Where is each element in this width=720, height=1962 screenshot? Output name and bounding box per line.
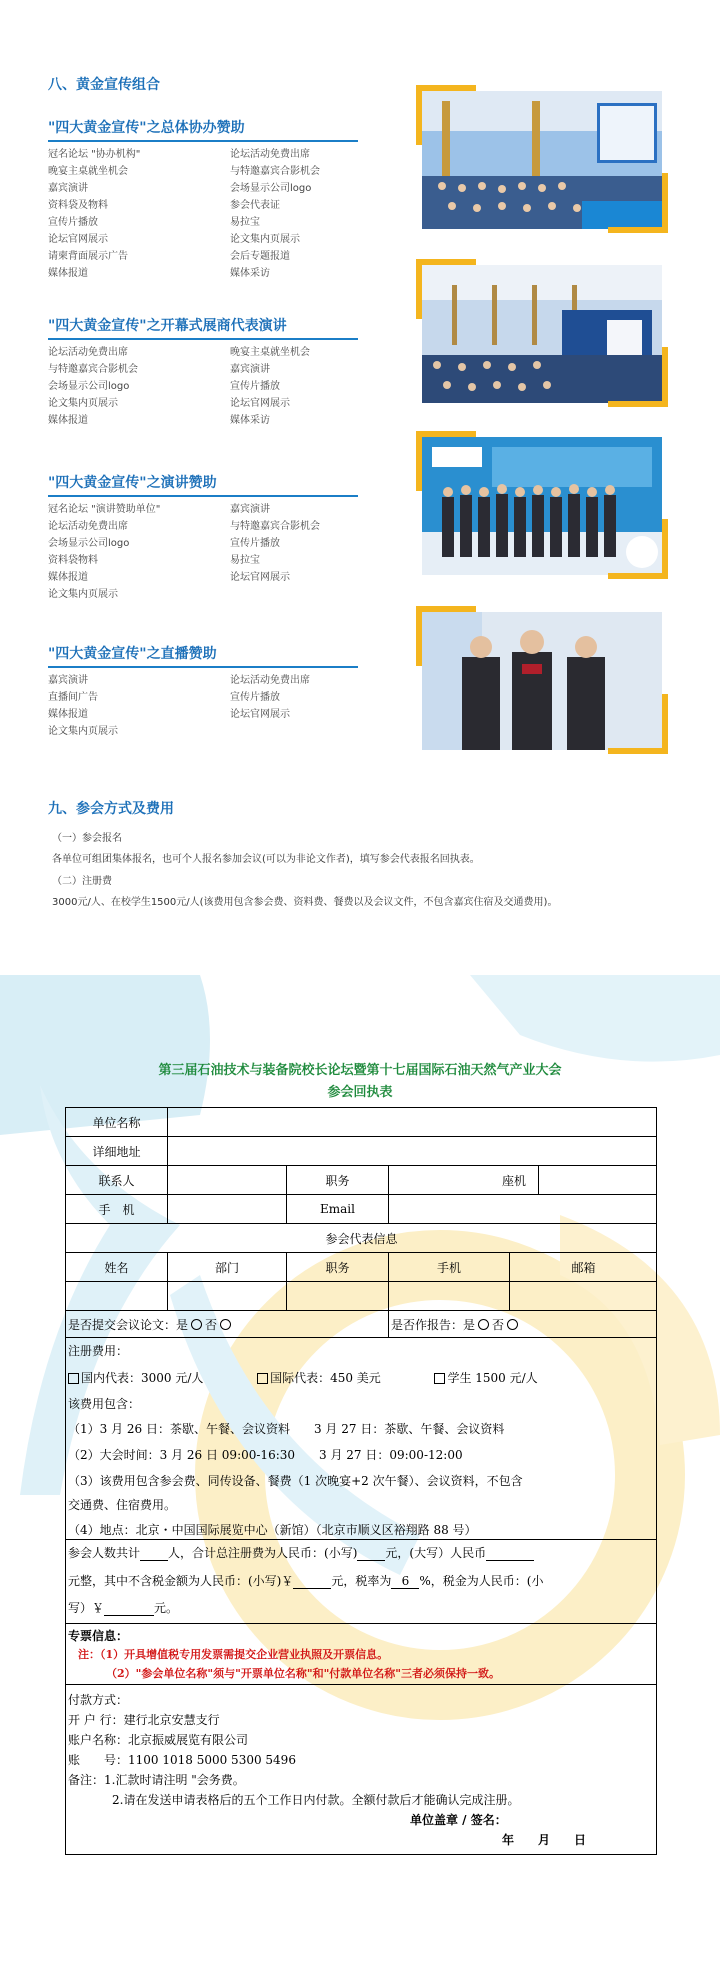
photo-opening-speech — [416, 259, 668, 407]
report-no-label: 否 — [492, 1317, 505, 1332]
tax-amount-label: %，税金为人民币：(小 — [419, 1574, 544, 1588]
package-item: 媒体报道 — [48, 415, 88, 426]
fee-include-2: （2）大会时间：3 月 26 日 09:00-16:30 3 月 27 日：09:00-12:00 — [68, 1448, 463, 1462]
fee-include-1: （1）3 月 26 日：茶歇、午餐、会议资料 3 月 27 日：茶歇、午餐、会议资料 — [68, 1422, 505, 1436]
rep-mobile-field[interactable] — [388, 1282, 509, 1310]
package-item: 与特邀嘉宾合影机会 — [48, 364, 138, 375]
package-item: 媒体采访 — [230, 415, 270, 426]
position-label: 职务 — [286, 1166, 388, 1194]
package-item: 与特邀嘉宾合影机会 — [230, 166, 320, 177]
col-email: 邮箱 — [509, 1253, 657, 1281]
package-item: 论坛活动免费出席 — [230, 675, 310, 686]
pretax-field[interactable] — [293, 1588, 331, 1589]
date-field[interactable]: 年 月 日 — [502, 1833, 587, 1847]
contact-label: 联系人 — [98, 1173, 135, 1188]
fee-block — [66, 1338, 656, 1540]
paper-question — [66, 1311, 388, 1337]
photo-conference-hall — [416, 85, 668, 233]
section-8-title: 八、黄金宣传组合 — [48, 77, 160, 93]
tax-rate-label: 元，税率为 — [331, 1574, 392, 1588]
photo-group-exhibition — [416, 431, 668, 579]
total-fee-label: 人，合计总注册费为人民币：(小写) — [168, 1546, 358, 1560]
payment-label: 付款方式： — [68, 1693, 129, 1707]
total-count-field[interactable] — [140, 1560, 168, 1561]
package-item — [230, 723, 358, 740]
package-item: 论坛官网展示 — [230, 398, 290, 409]
package-items — [48, 344, 358, 429]
col-mobile: 手机 — [388, 1253, 509, 1281]
report-no-radio[interactable] — [507, 1319, 518, 1330]
package-item: 论文集内页展示 — [48, 589, 118, 600]
package-item: 晚宴主桌就坐机会 — [230, 347, 310, 358]
package-item: 论坛活动免费出席 — [230, 149, 310, 160]
package-item: 资料袋物料 — [48, 555, 98, 566]
package-title: "四大黄金宣传"之总体协办赞助 — [48, 117, 358, 142]
registration-table — [65, 1107, 657, 1855]
package-items — [48, 146, 358, 282]
student-checkbox[interactable] — [434, 1373, 445, 1384]
package-item: 直播间广告 — [48, 692, 98, 703]
package-item: 资料袋及物料 — [48, 200, 108, 211]
fee-subtitle: （二）注册费 — [52, 876, 112, 887]
package-item: 会场显示公司logo — [48, 538, 130, 549]
bank-name: 开 户 行：建行北京安慧支行 — [68, 1713, 220, 1727]
package-item: 媒体报道 — [48, 709, 88, 720]
account-number: 账 号：1100 1018 5000 5300 5496 — [68, 1753, 296, 1767]
report-question — [388, 1311, 657, 1337]
form-subtitle: 参会回执表 — [327, 1085, 393, 1100]
package-item: 与特邀嘉宾合影机会 — [230, 521, 320, 532]
form-title: 第三届石油技术与装备院校长论坛暨第十七届国际石油天然气产业大会 — [158, 1063, 562, 1078]
paper-no-radio[interactable] — [220, 1319, 231, 1330]
package-item: 冠名论坛 "演讲赞助单位" — [48, 504, 161, 515]
payment-block — [66, 1685, 656, 1855]
package-item: 嘉宾演讲 — [48, 183, 88, 194]
domestic-checkbox[interactable] — [68, 1373, 79, 1384]
invoice-note-1: 注：（1）开具增值税专用发票需提交企业营业执照及开票信息。 — [78, 1648, 389, 1661]
package-item: 论坛官网展示 — [230, 709, 290, 720]
email-field[interactable] — [388, 1195, 657, 1223]
package-item — [230, 586, 358, 603]
total-fee-upper-field[interactable] — [486, 1560, 534, 1561]
package-item: 宣传片播放 — [230, 538, 280, 549]
package-item: 会后专题报道 — [230, 251, 290, 262]
col-position: 职务 — [286, 1253, 388, 1281]
package-item: 宣传片播放 — [230, 692, 280, 703]
fee-options — [68, 1369, 538, 1386]
remark-2: 2.请在发送申请表格后的五个工作日内付款。全额付款后才能确认完成注册。 — [112, 1793, 520, 1807]
package-items — [48, 501, 358, 603]
contact-field[interactable] — [167, 1166, 286, 1194]
rep-dept-field[interactable] — [167, 1282, 286, 1310]
package-general-sponsor — [48, 117, 358, 282]
package-item: 嘉宾演讲 — [48, 675, 88, 686]
package-item: 嘉宾演讲 — [230, 364, 270, 375]
package-item: 媒体采访 — [230, 268, 270, 279]
package-items — [48, 672, 358, 740]
paper-yes-radio[interactable] — [191, 1319, 202, 1330]
package-item: 论文集内页展示 — [230, 234, 300, 245]
address-label: 详细地址 — [92, 1144, 141, 1159]
intl-checkbox[interactable] — [257, 1373, 268, 1384]
paper-no-label: 否 — [205, 1317, 218, 1332]
package-item: 参会代表证 — [230, 200, 280, 211]
fee-domestic: 国内代表：3000 元/人 — [81, 1371, 204, 1385]
tax-amount-field[interactable] — [104, 1615, 154, 1616]
tax-amount-suffix: 元。 — [154, 1601, 179, 1615]
reps-info-header: 参会代表信息 — [325, 1231, 398, 1246]
report-question-label: 是否作报告：是 — [391, 1317, 476, 1332]
rep-name-field[interactable] — [66, 1282, 167, 1310]
account-name: 账户名称：北京振威展览有限公司 — [68, 1733, 249, 1747]
col-dept: 部门 — [167, 1253, 286, 1281]
registration-form-area — [0, 975, 720, 1962]
fee-include-3a: （3）该费用包含参会费、同传设备、餐费（1 次晚宴+2 次午餐）、会议资料，不包含 — [68, 1474, 523, 1488]
fee-include-4: （4）地点：北京・中国国际展览中心（新馆）（北京市顺义区裕翔路 88 号） — [68, 1523, 477, 1537]
package-item: 易拉宝 — [230, 217, 260, 228]
package-item: 冠名论坛 "协办机构" — [48, 149, 141, 160]
registration-text: 各单位可组团集体报名，也可个人报名参加会议(可以为非论文作者)，填写参会代表报名回执表。 — [52, 854, 480, 865]
seal-signature[interactable]: 单位盖章 / 签名： — [410, 1813, 507, 1827]
remark-1: 备注：1.汇款时请注明 "会务费。 — [68, 1773, 245, 1787]
package-item: 论坛活动免费出席 — [48, 521, 128, 532]
total-count-label: 参会人数共计 — [68, 1546, 141, 1560]
package-item: 晚宴主桌就坐机会 — [48, 166, 128, 177]
unit-name-label: 单位名称 — [92, 1115, 141, 1130]
landline-label: 座机 — [501, 1173, 526, 1188]
registration-subtitle: （一）参会报名 — [52, 833, 122, 844]
col-name: 姓名 — [104, 1260, 129, 1275]
package-item: 嘉宾演讲 — [230, 504, 270, 515]
package-item: 宣传片播放 — [48, 217, 98, 228]
address-field[interactable] — [167, 1137, 657, 1165]
tax-rate-value[interactable]: 6 — [391, 1574, 419, 1589]
invoice-label: 专票信息： — [68, 1629, 129, 1643]
report-yes-radio[interactable] — [478, 1319, 489, 1330]
package-item: 宣传片播放 — [230, 381, 280, 392]
fee-student: 学生 1500 元/人 — [447, 1371, 538, 1385]
package-title: "四大黄金宣传"之开幕式展商代表演讲 — [48, 315, 358, 340]
package-item: 论文集内页展示 — [48, 398, 118, 409]
package-item: 论文集内页展示 — [48, 726, 118, 737]
package-item: 论坛活动免费出席 — [48, 347, 128, 358]
package-item: 会场显示公司logo — [48, 381, 130, 392]
total-block — [66, 1540, 656, 1624]
total-fee-upper-label: 元，(大写）人民币 — [385, 1546, 487, 1560]
fee-label: 注册费用： — [68, 1344, 129, 1358]
fee-intl: 国际代表：450 美元 — [270, 1371, 381, 1385]
rep-position-field[interactable] — [286, 1282, 388, 1310]
package-title: "四大黄金宣传"之直播赞助 — [48, 643, 358, 668]
total-fee-field[interactable] — [357, 1560, 385, 1561]
mobile-label: 手 机 — [98, 1202, 135, 1217]
tax-amount-prefix: 写）￥ — [68, 1601, 105, 1615]
package-item: 媒体报道 — [48, 268, 88, 279]
position-field[interactable] — [388, 1166, 490, 1194]
email-label: Email — [286, 1195, 388, 1223]
fee-include-3b: 交通费、住宿费用。 — [68, 1498, 177, 1512]
package-item: 论坛官网展示 — [230, 572, 290, 583]
landline-field[interactable] — [538, 1166, 657, 1194]
section-9-title: 九、参会方式及费用 — [48, 801, 174, 817]
pretax-label: 元整，其中不含税金额为人民币：(小写)￥ — [68, 1574, 294, 1588]
package-title: "四大黄金宣传"之演讲赞助 — [48, 472, 358, 497]
package-item: 论坛官网展示 — [48, 234, 108, 245]
package-item: 易拉宝 — [230, 555, 260, 566]
paper-question-label: 是否提交会议论文：是 — [68, 1317, 189, 1332]
package-opening-speech — [48, 315, 358, 429]
package-item: 媒体报道 — [48, 572, 88, 583]
fee-includes: 该费用包含： — [68, 1397, 141, 1411]
package-speech-sponsor — [48, 472, 358, 603]
fee-text: 3000元/人、在校学生1500元/人(该费用包含参会费、资料费、餐费以及会议文件，不包含嘉宾住宿及交通费用)。 — [52, 897, 558, 908]
photo-interview — [416, 606, 668, 754]
rep-email-field[interactable] — [509, 1282, 657, 1310]
invoice-note-2: （2）"参会单位名称"须与"开票单位名称"和"付款单位名称"三者必须保持一致。 — [106, 1667, 501, 1680]
mobile-field[interactable] — [167, 1195, 286, 1223]
unit-name-field[interactable] — [167, 1108, 657, 1136]
package-live-sponsor — [48, 643, 358, 740]
package-item: 会场显示公司logo — [230, 183, 312, 194]
invoice-block — [66, 1624, 656, 1685]
package-item: 请柬背面展示广告 — [48, 251, 128, 262]
